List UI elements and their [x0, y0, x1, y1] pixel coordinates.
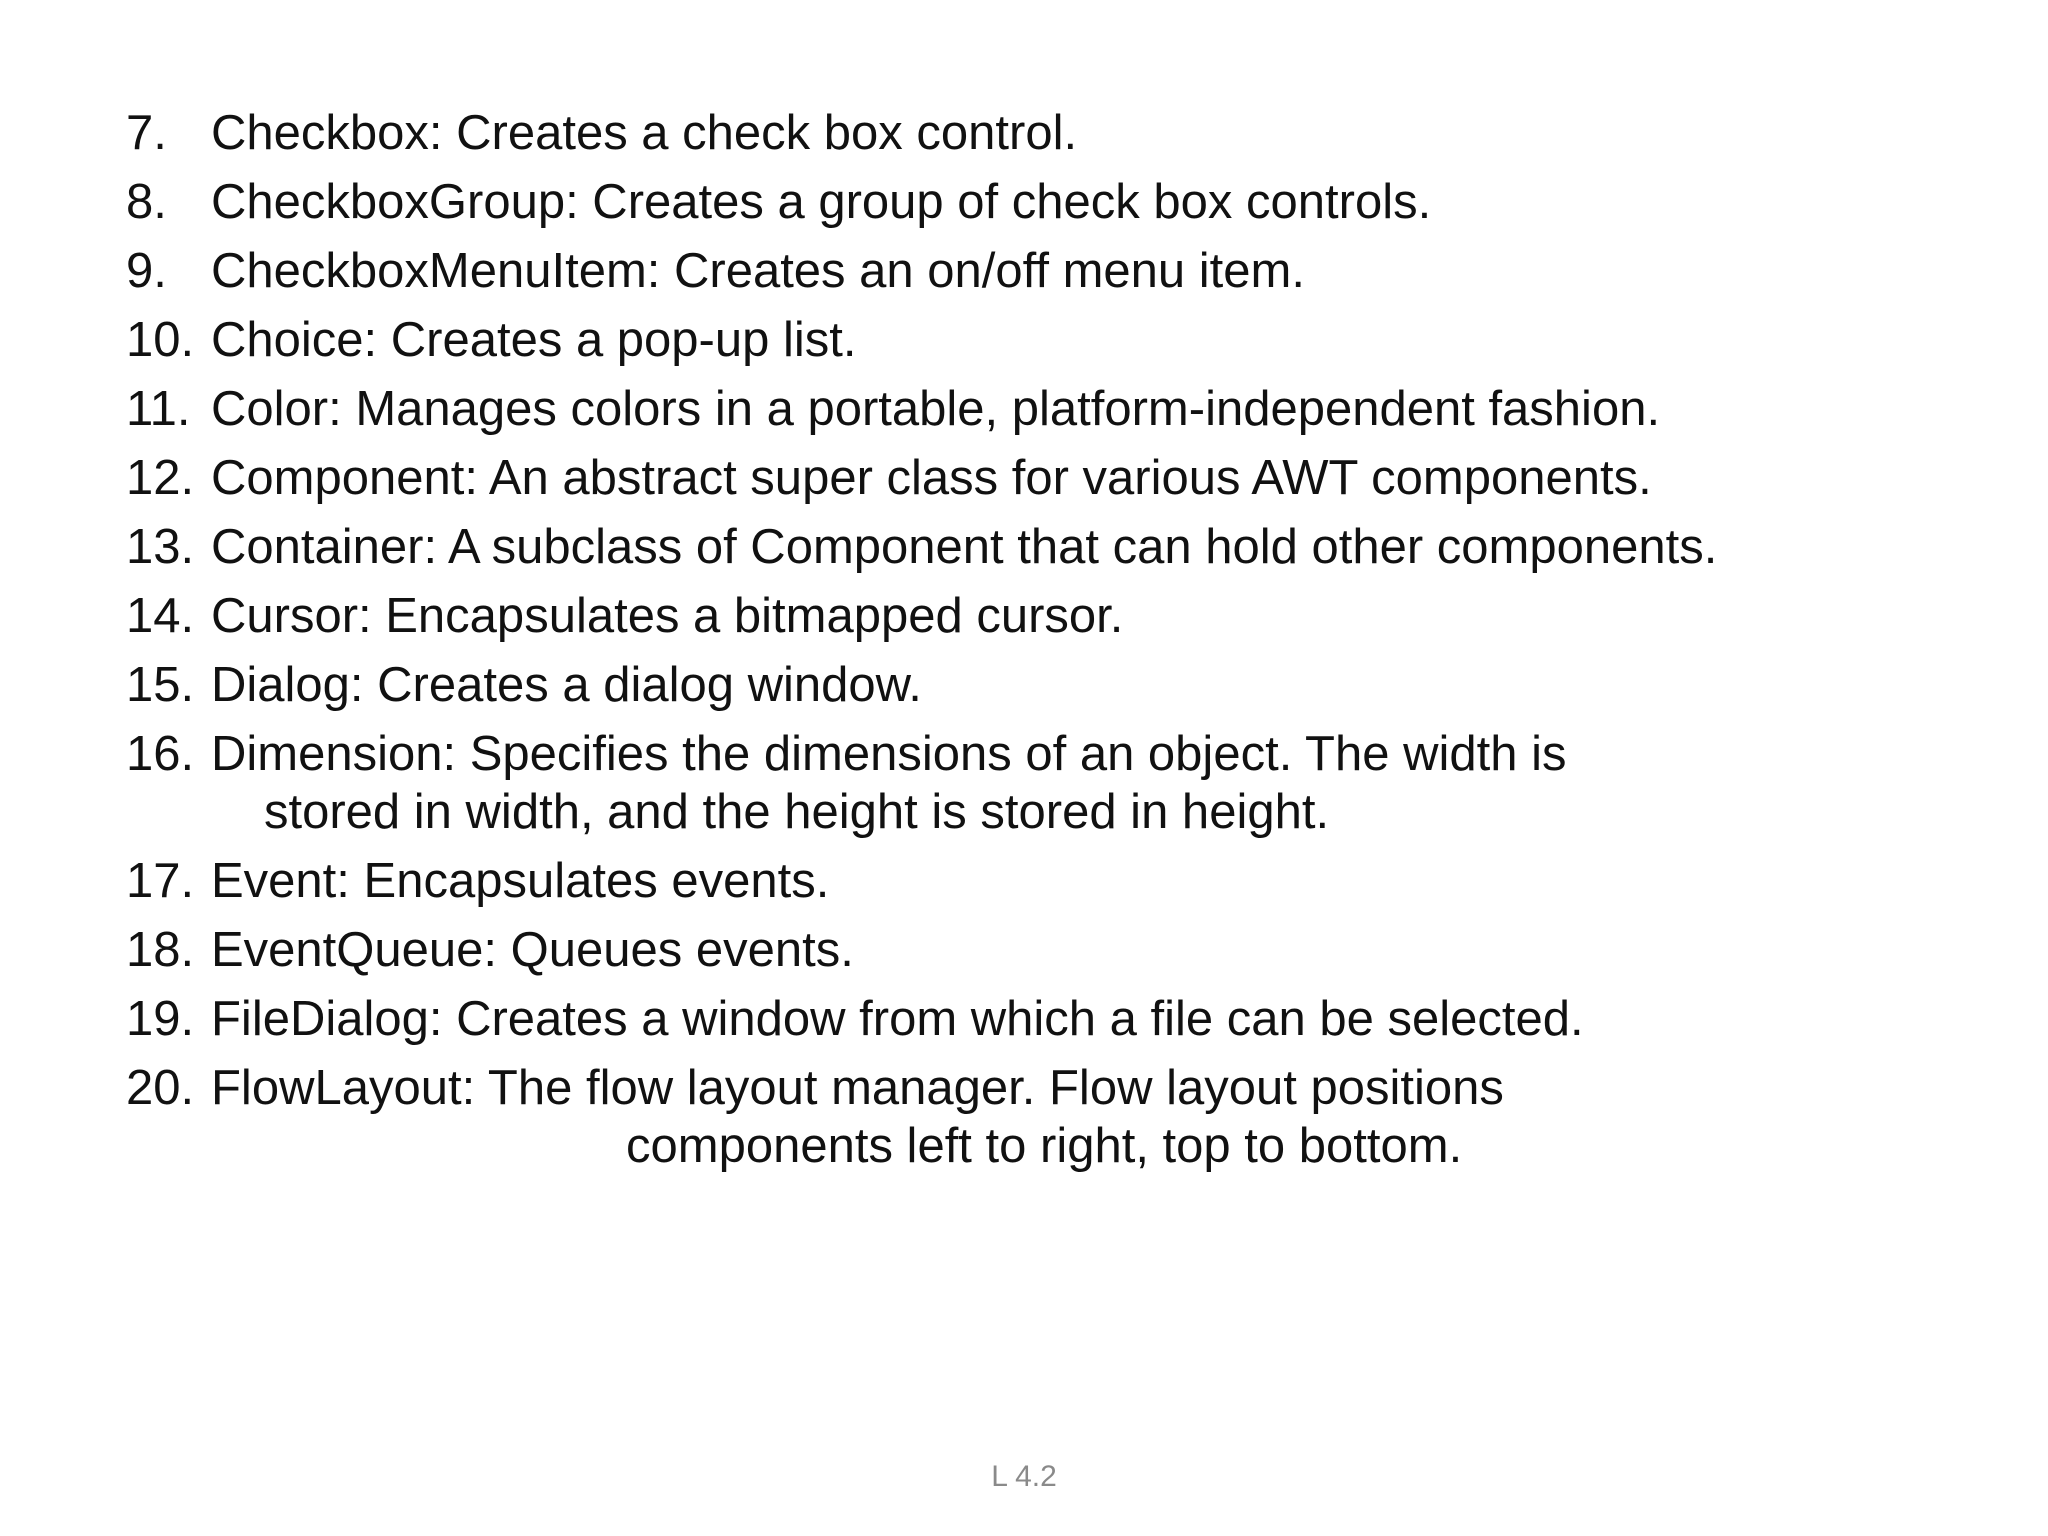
item-text: Event: Encapsulates events.: [211, 854, 830, 908]
item-number: 8.: [126, 175, 167, 229]
item-number: 7.: [126, 106, 167, 160]
item-text: Container: A subclass of Component that can hold other components.: [211, 520, 1718, 574]
item-text: Cursor: Encapsulates a bitmapped cursor.: [211, 589, 1124, 643]
item-number: 14.: [126, 589, 195, 643]
item-number: 11.: [126, 382, 191, 436]
item-number: 20.: [126, 1061, 195, 1115]
list-item: [126, 242, 2006, 300]
list-item: [126, 518, 2006, 576]
item-text-continuation: stored in width, and the height is stored in height.: [264, 785, 1330, 839]
item-number: 12.: [126, 451, 195, 505]
item-text: EventQueue: Queues events.: [211, 923, 854, 977]
list-item: [126, 173, 2006, 231]
item-text-continuation: components left to right, top to bottom.: [626, 1119, 1463, 1173]
item-number: 18.: [126, 923, 195, 977]
list-item: [126, 311, 2006, 369]
item-number: 9.: [126, 244, 167, 298]
list-item: [126, 990, 2006, 1048]
list-item: [126, 1059, 2006, 1175]
list-item: [126, 104, 2006, 162]
item-text: Choice: Creates a pop-up list.: [211, 313, 857, 367]
item-number: 10.: [126, 313, 195, 367]
item-number: 16.: [126, 727, 195, 781]
item-text: Checkbox: Creates a check box control.: [211, 106, 1078, 160]
item-number: 19.: [126, 992, 195, 1046]
item-text: FileDialog: Creates a window from which a file can be selected.: [211, 992, 1584, 1046]
list-item: [126, 587, 2006, 645]
list-item: [126, 380, 2006, 438]
item-number: 15.: [126, 658, 195, 712]
list-item: [126, 921, 2006, 979]
list-item: [126, 449, 2006, 507]
slide-number: L 4.2: [991, 1460, 1057, 1493]
item-text: CheckboxMenuItem: Creates an on/off menu item.: [211, 244, 1305, 298]
list-item: [126, 656, 2006, 714]
item-text: Dimension: Specifies the dimensions of an object. The width is: [211, 727, 1567, 781]
item-text: Component: An abstract super class for various AWT components.: [211, 451, 1652, 505]
slide-body: [126, 104, 2006, 1186]
list-item: [126, 725, 2006, 841]
list-item: [126, 852, 2006, 910]
item-text: FlowLayout: The flow layout manager. Flow layout positions: [211, 1061, 1504, 1115]
item-number: 17.: [126, 854, 195, 908]
item-text: CheckboxGroup: Creates a group of check box controls.: [211, 175, 1432, 229]
item-number: 13.: [126, 520, 195, 574]
item-text: Color: Manages colors in a portable, platform-independent fashion.: [211, 382, 1661, 436]
item-text: Dialog: Creates a dialog window.: [211, 658, 922, 712]
